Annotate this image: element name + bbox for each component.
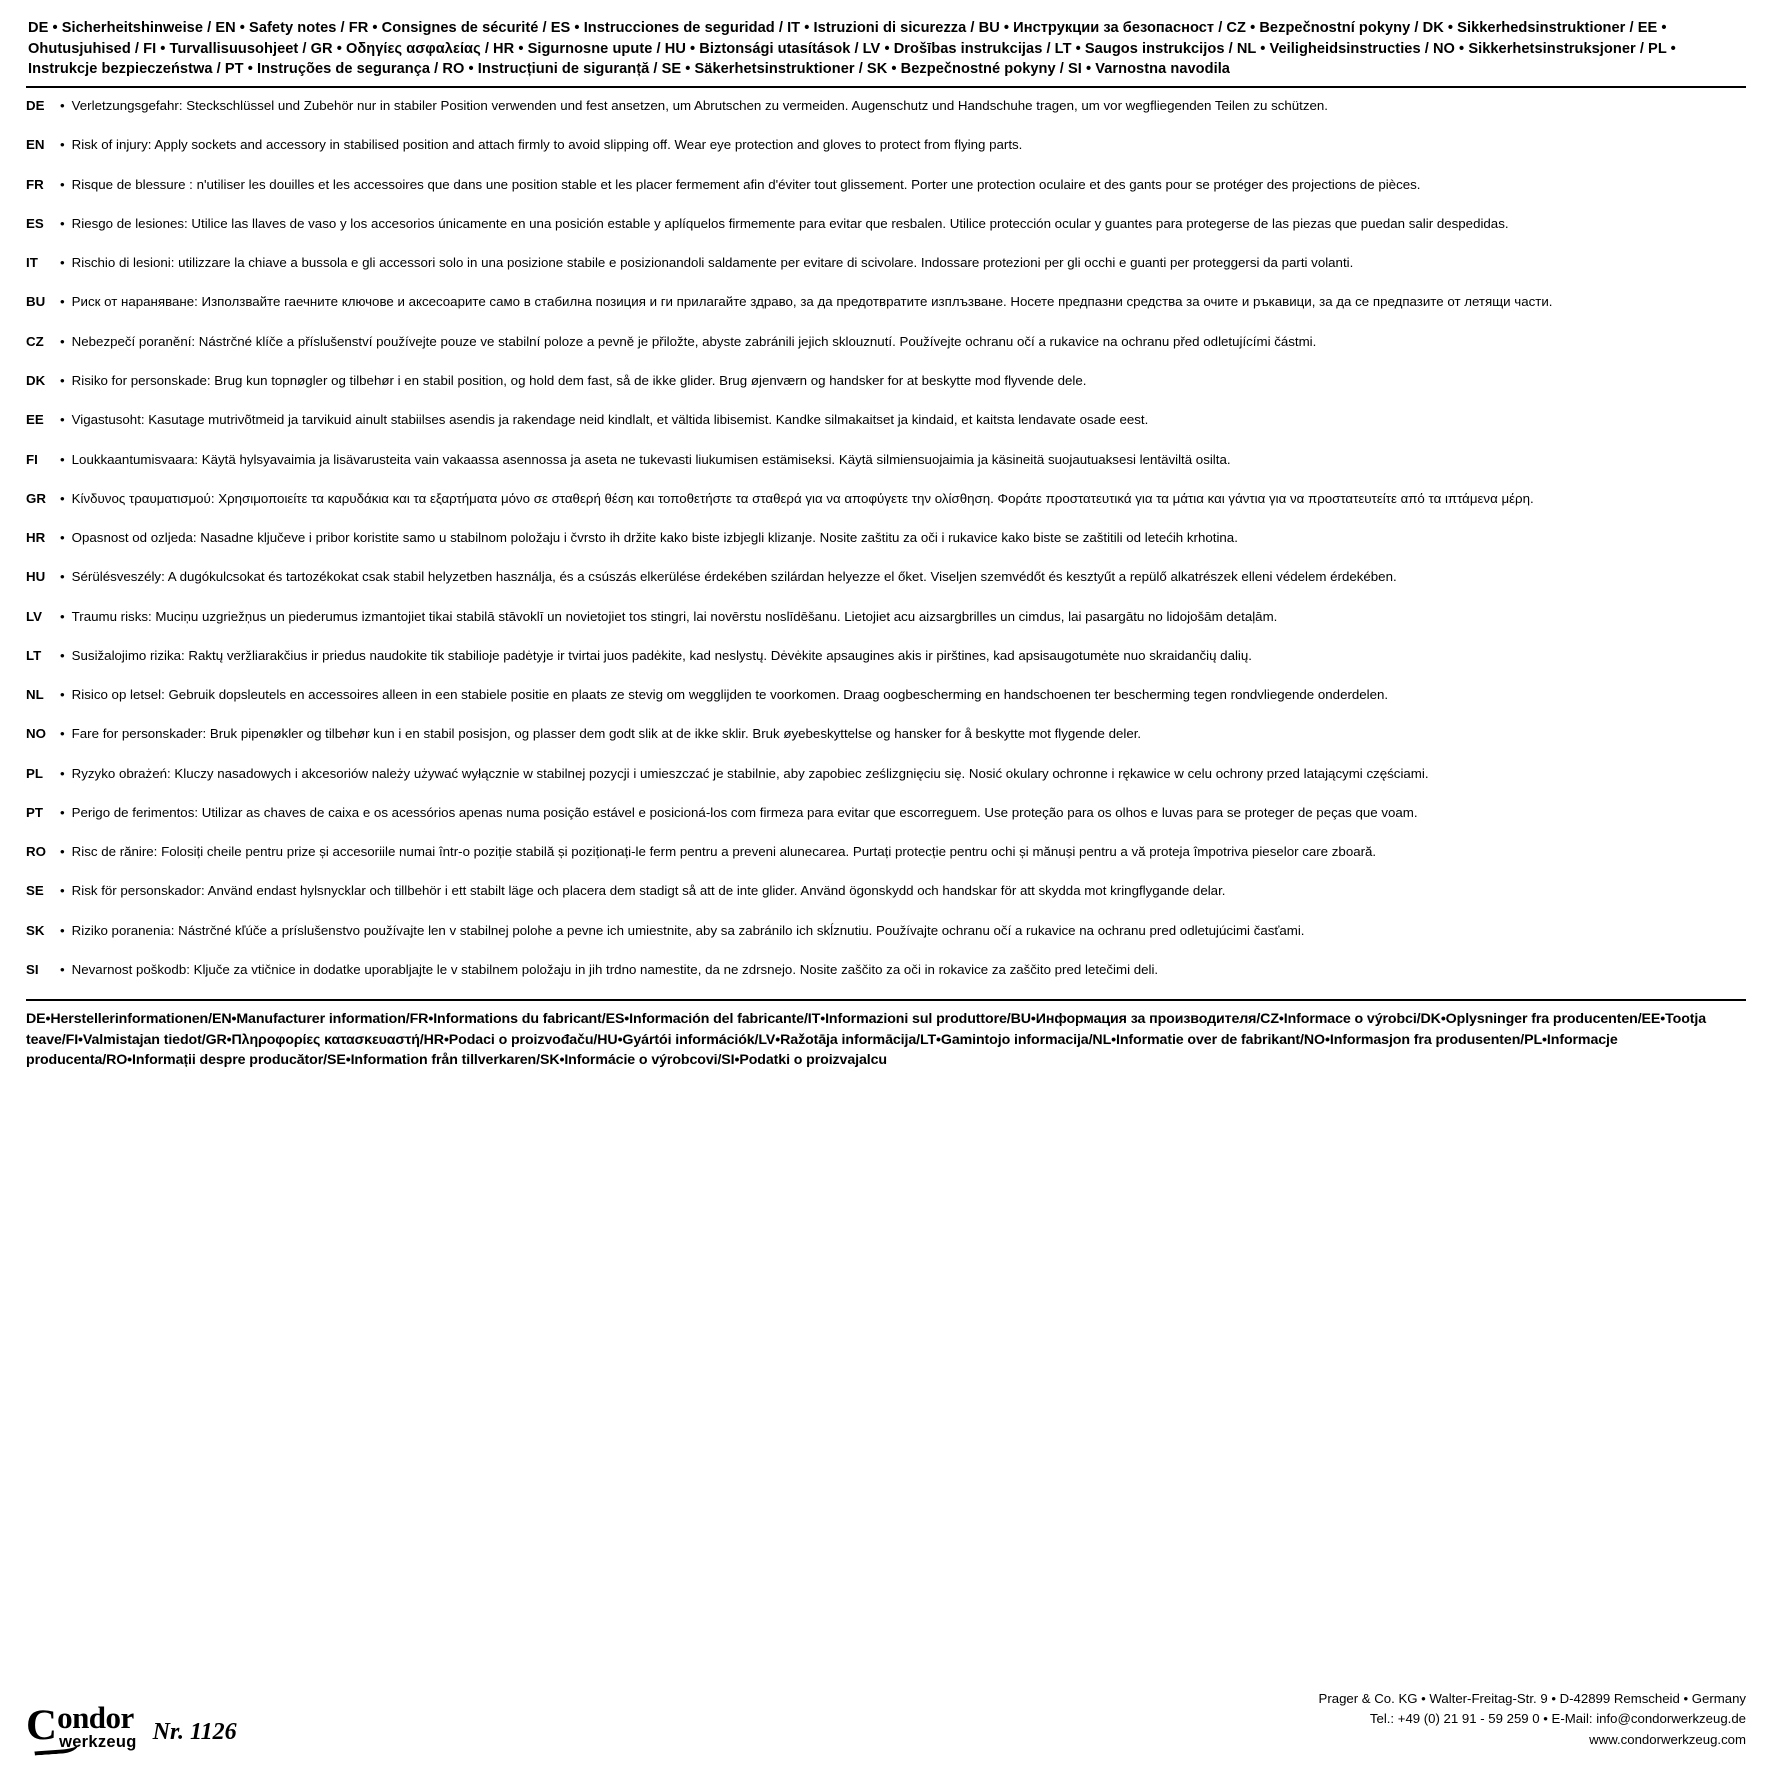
language-code: LV xyxy=(26,608,43,624)
language-code: BU xyxy=(26,294,46,310)
language-code: PT xyxy=(26,804,43,820)
list-item xyxy=(26,410,1746,429)
safety-note-text: Loukkaantumisvaara: Käytä hylsyavaimia ja lisävarusteita vain vakaassa asennossa ja aseta ne tukevasti liukumisen estämiseksi. Käytä silmiensuojaimia ja käsineitä suojautuaksesi lentäviltä osilta. xyxy=(71,451,1231,467)
safety-note-text: Vigastusoht: Kasutage mutrivõtmeid ja tarvikuid ainult stabiilses asendis ja rakendage neid kindlalt, et vältida libisemist. Kandke silmakaitset ja kindaid, et kaitsta lendavate osade eest. xyxy=(71,412,1149,428)
safety-note-text: Sérülésveszély: A dugókulcsokat és tartozékokat csak stabil helyzetben használja, és a csúszás elkerülése érdekében szilárdan helyezze el őket. Viseljen szemvédőt és kesztyűt a repülő alkatrészek elleni védelem érdekében. xyxy=(71,569,1397,585)
language-code: NL xyxy=(26,687,44,703)
bullet-icon: • xyxy=(60,490,65,506)
list-item xyxy=(26,489,1746,508)
safety-note-text: Rischio di lesioni: utilizzare la chiave a bussola e gli accessori solo in una posizione stabile e posizionandoli saldamente per evitare di scivolare. Indossare protezioni per gli occhi e guanti per proteggersi da parti volanti. xyxy=(71,255,1354,271)
list-item xyxy=(26,764,1746,783)
bullet-icon: • xyxy=(60,451,65,467)
language-code: DK xyxy=(26,373,46,389)
bullet-icon: • xyxy=(60,883,65,899)
safety-note-text: Opasnost od ozljeda: Nasadne ključeve i pribor koristite samo u stabilnom položaju i čvrsto ih držite kako biste izbjegli klizanje. Nosite zaštitu za oči i rukavice kako biste se zaštitili od letećih krhotina. xyxy=(71,530,1238,546)
safety-note-text: Ryzyko obrażeń: Kluczy nasadowych i akcesoriów należy używać wyłącznie w stabilnej pozycji i umieszczać je stabilnie, aby zapobiec ześlizgnięciu się. Nosić okulary ochronne i rękawice w celu ochrony przed latającymi częściami. xyxy=(71,765,1429,781)
list-item xyxy=(26,253,1746,272)
company-details xyxy=(1319,1689,1746,1750)
list-item xyxy=(26,646,1746,665)
safety-note-text: Traumu risks: Muciņu uzgriežņus un piederumus izmantojiet tikai stabilā stāvoklī un novietojiet tos stingri, lai novērstu noslīdēšanu. Lietojiet acu aizsargbrilles un cimdus, lai pasargātu no lidojošām detaļām. xyxy=(71,608,1278,624)
language-code: SE xyxy=(26,883,44,899)
language-code: EE xyxy=(26,412,44,428)
safety-note-text: Risico op letsel: Gebruik dopsleutels en accessoires alleen in een stabiele positie en plaats ze stevig om wegglijden te voorkomen. Draag oogbescherming en handschoenen ter bescherming tegen rondvliegende onderdelen. xyxy=(71,687,1389,703)
bullet-icon: • xyxy=(60,294,65,310)
safety-note-text: Risque de blessure : n'utiliser les douilles et les accessoires que dans une position stable et les placer fermement afin d'éviter tout glissement. Porter une protection oculaire et des gants pour se protéger des projections de pièces. xyxy=(71,176,1421,192)
language-code: ES xyxy=(26,215,44,231)
company-address: Prager & Co. KG • Walter-Freitag-Str. 9 • D-42899 Remscheid • Germany xyxy=(1318,1690,1746,1706)
bullet-icon: • xyxy=(60,373,65,389)
safety-note-text: Verletzungsgefahr: Steckschlüssel und Zubehör nur in stabiler Position verwenden und fest ansetzen, um Abrutschen zu vermeiden. Augenschutz und Handschuhe tragen, um vor wegfliegenden Teilen zu schützen. xyxy=(71,98,1328,114)
safety-note-text: Riesgo de lesiones: Utilice las llaves de vaso y los accesorios únicamente en una posición estable y aplíquelos firmemente para evitar que resbalen. Utilice protección ocular y guantes para protegerse de las piezas que puedan salir despedidas. xyxy=(71,215,1509,231)
safety-note-text: Risk of injury: Apply sockets and accessory in stabilised position and attach firmly to avoid slipping off. Wear eye protection and gloves to protect from flying parts. xyxy=(71,137,1023,153)
logo-name: ondor xyxy=(57,1699,134,1735)
safety-note-text: Nevarnost poškodb: Ključe za vtičnice in dodatke uporabljajte le v stabilnem položaju in jih trdno namestite, da ne zdrsnejo. Nosite zaščito za oči in rokavice za zaščito pred letečimi deli. xyxy=(71,962,1159,977)
language-code: HU xyxy=(26,569,46,585)
bullet-icon: • xyxy=(60,844,65,860)
safety-note-text: Nebezpečí poranění: Nástrčné klíče a příslušenství používejte pouze ve stabilní poloze a pevně je přiložte, abyste zabránili jejich sklouznutí. Používejte ochranu očí a rukavice na ochranu před odletujícími částmi. xyxy=(71,333,1317,349)
logo-subtitle: werkzeug xyxy=(59,1732,137,1751)
list-item xyxy=(26,528,1746,547)
list-item xyxy=(26,96,1746,115)
bullet-icon: • xyxy=(60,333,65,349)
bullet-icon: • xyxy=(60,412,65,428)
bullet-icon: • xyxy=(60,137,65,153)
list-item xyxy=(26,960,1746,979)
bullet-icon: • xyxy=(60,98,65,114)
list-item xyxy=(26,724,1746,743)
logo-initial: C xyxy=(26,1702,57,1750)
manufacturer-information-languages: DE•Herstellerinformationen/EN•Manufacturer information/FR•Informations du fabricant/ES•Información del fabricante/IT•Informazioni sul produttore/BU•Информация за производителя/CZ•Informace o výrobci/DK•Oplysninger fra producenten/EE•Tootja teave/FI•Valmistajan tiedot/GR•Πληροφορίες κατασκευαστή/HR•Podaci o proizvođaču/HU•Gyártói információk/LV•Ražotāja informācija/LT•Gamintojo informacija/NL•Informatie over de fabrikant/NO•Informasjon fra produsenten/PL•Informacje producenta/RO•Informații despre producător/SE•Information från tillverkaren/SK•Informácie o výrobcovi/SI•Podatki o proizvajalcu xyxy=(26,999,1746,1071)
bullet-icon: • xyxy=(60,215,65,231)
bullet-icon: • xyxy=(60,569,65,585)
bullet-icon: • xyxy=(60,765,65,781)
list-item xyxy=(26,842,1746,861)
list-item xyxy=(26,607,1746,626)
language-code: LT xyxy=(26,647,42,663)
safety-note-text: Fare for personskader: Bruk pipenøkler og tilbehør kun i en stabil posisjon, og plasser dem godt slik at de ikke sklir. Bruk øyebeskyttelse og hansker for å beskytte mot flygende deler. xyxy=(71,726,1142,742)
safety-note-text: Susižalojimo rizika: Raktų veržliarakčius ir priedus naudokite tik stabilioje padėtyje ir tvirtai juos padėkite, kad neslystų. Dėvėkite apsaugines akis ir pirštines, kad apsisaugotumėte nuo skraidančių dalių. xyxy=(71,647,1252,663)
list-item xyxy=(26,450,1746,469)
company-contact: Tel.: +49 (0) 21 91 - 59 259 0 • E-Mail: info@condorwerkzeug.de xyxy=(1369,1711,1746,1727)
language-code: FI xyxy=(26,451,38,467)
bullet-icon: • xyxy=(60,647,65,663)
document-footer xyxy=(26,1689,1746,1750)
language-code: CZ xyxy=(26,333,44,349)
list-item xyxy=(26,685,1746,704)
language-code: RO xyxy=(26,844,46,860)
bullet-icon: • xyxy=(60,687,65,703)
list-item xyxy=(26,332,1746,351)
language-code: HR xyxy=(26,530,46,546)
language-code: FR xyxy=(26,176,44,192)
list-item xyxy=(26,292,1746,311)
article-number: Nr. 1126 xyxy=(152,1719,237,1745)
language-code: DE xyxy=(26,98,45,114)
language-code: SI xyxy=(26,962,39,977)
language-code: GR xyxy=(26,490,46,506)
brand-block xyxy=(26,1699,237,1751)
safety-note-text: Risiko for personskade: Brug kun topnøgler og tilbehør i en stabil position, og hold dem fast, så de ikke glider. Brug øjenværn og handsker for at beskytte mod flyvende dele. xyxy=(71,373,1087,389)
header-language-list: DE • Sicherheitshinweise / EN • Safety notes / FR • Consignes de sécurité / ES • Instrucciones de seguridad / IT • Istruzioni di sicurezza / BU • Инструкции за безопасност / CZ • Bezpečnostní pokyny / DK • Sikkerhedsinstruktioner / EE • Ohutusjuhised / FI • Turvallisuusohjeet / GR • Οδηγίες ασφαλείας / HR • Sigurnosne upute / HU • Biztonsági utasítások / LV • Drošības instrukcijas / LT • Saugos instrukcijos / NL • Veiligheidsinstructies / NO • Sikkerhetsinstruksjoner / PL • Instrukcje bezpieczeństwa / PT • Instruções de segurança / RO • Instrucțiuni de siguranță / SE • Säkerhetsinstruktioner / SK • Bezpečnostné pokyny / SI • Varnostna navodila xyxy=(26,18,1746,88)
condor-logo xyxy=(26,1699,137,1751)
bullet-icon: • xyxy=(60,608,65,624)
bullet-icon: • xyxy=(60,922,65,938)
language-code: SK xyxy=(26,922,45,938)
safety-note-text: Risk för personskador: Använd endast hylsnycklar och tillbehör i ett stabilt läge och placera dem stadigt så att de inte glider. Använd ögonskydd och handskar för att skydda mot kringflygande delar. xyxy=(71,883,1226,899)
bullet-icon: • xyxy=(60,176,65,192)
list-item xyxy=(26,803,1746,822)
bullet-icon: • xyxy=(60,726,65,742)
safety-note-text: Κίνδυνος τραυματισμού: Χρησιμοποιείτε τα καρυδάκια και τα εξαρτήματα μόνο σε σταθερή θέση και τοποθετήστε τα σταθερά για να αποφύγετε την ολίσθηση. Φοράτε προστατευτικά για τα μάτια και γάντια για να προστατευτείτε από τα ιπτάμενα μέρη. xyxy=(71,490,1534,506)
language-code: PL xyxy=(26,765,43,781)
list-item xyxy=(26,371,1746,390)
safety-notes-list xyxy=(26,96,1746,979)
language-code: IT xyxy=(26,255,38,271)
bullet-icon: • xyxy=(60,255,65,271)
list-item xyxy=(26,135,1746,154)
list-item xyxy=(26,921,1746,940)
list-item xyxy=(26,175,1746,194)
company-website: www.condorwerkzeug.com xyxy=(1589,1731,1746,1747)
logo-swoosh-icon xyxy=(33,1732,78,1755)
safety-note-text: Risc de rănire: Folosiți cheile pentru prize și accesoriile numai într-o poziție stabilă și poziționați-le ferm pentru a preveni alunecarea. Purtați protecție pentru ochi și mănuși pentru a vă proteja împotriva pieselor care zboară. xyxy=(71,844,1377,860)
bullet-icon: • xyxy=(60,962,65,977)
list-item xyxy=(26,567,1746,586)
safety-note-text: Perigo de ferimentos: Utilizar as chaves de caixa e os acessórios apenas numa posição estável e posicioná-los com firmeza para evitar que escorreguem. Use proteção para os olhos e luvas para se proteger de peças que voam. xyxy=(71,804,1418,820)
bullet-icon: • xyxy=(60,804,65,820)
language-code: NO xyxy=(26,726,46,742)
language-code: EN xyxy=(26,137,45,153)
safety-note-text: Riziko poranenia: Nástrčné kľúče a príslušenstvo používajte len v stabilnej polohe a pevne ich umiestnite, aby sa zabránilo ich skĺznutiu. Používajte ochranu očí a rukavice na ochranu pred odletujúcimi časťami. xyxy=(71,922,1305,938)
list-item xyxy=(26,881,1746,900)
safety-note-text: Риск от нараняване: Използвайте гаечните ключове и аксесоарите само в стабилна позиция и ги прилагайте здраво, за да предотвратите изплъзване. Носете предпазни средства за очите и ръкавици, за да се предпазите от летящи части. xyxy=(71,294,1553,310)
bullet-icon: • xyxy=(60,530,65,546)
list-item xyxy=(26,214,1746,233)
